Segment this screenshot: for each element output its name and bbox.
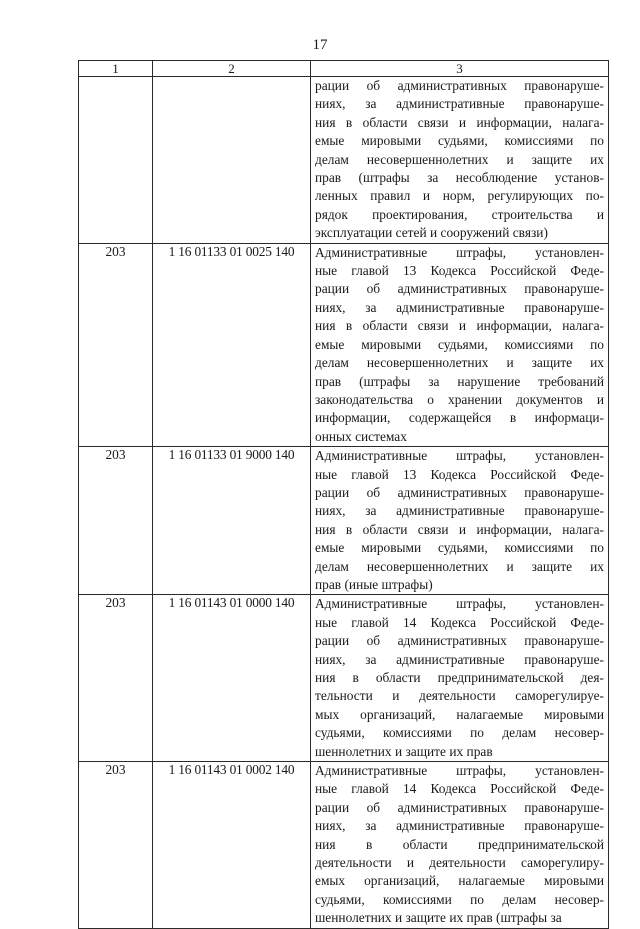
admin-code-cell: 203 [79, 447, 153, 595]
description-line: ния в области связи и информации, налага- [315, 318, 604, 334]
description-line: ленных правил и норм, регулирующих по- [315, 188, 604, 204]
description-line: ниях, за административные правонаруше- [315, 503, 604, 519]
description-cell [311, 595, 609, 762]
budget-code-cell: 1 16 01143 01 0002 140 [153, 762, 311, 929]
description-line: ния в области связи и информации, налага- [315, 114, 604, 130]
budget-code-cell: 1 16 01143 01 0000 140 [153, 595, 311, 762]
description-line: ниях, за административные правонаруше- [315, 299, 604, 315]
admin-code-cell [79, 77, 153, 244]
description-line: рации об административных правонаруше- [315, 799, 604, 815]
description-line: рации об административных правонаруше- [315, 633, 604, 649]
description-line: емые мировыми судьями, комиссиями по [315, 336, 604, 352]
description-line: судьями, комиссиями по делам несовер- [315, 725, 604, 741]
description-cell [311, 762, 609, 929]
description-cell [311, 447, 609, 595]
table-row [79, 243, 609, 446]
table-row [79, 762, 609, 929]
description-line: рядок проектирования, строительства и [315, 206, 604, 222]
description-line: Административные штрафы, установлен- [315, 763, 604, 779]
description-line: ниях, за административные правонаруше- [315, 96, 604, 112]
description-line: прав (штрафы за нарушение требований [315, 373, 604, 389]
description-line: емые мировыми судьями, комиссиями по [315, 540, 604, 556]
description-line: судьями, комиссиями по делам несовер- [315, 891, 604, 907]
header-col-2: 2 [153, 61, 311, 77]
description-line: шеннолетних и защите их прав [315, 743, 493, 759]
description-cell [311, 243, 609, 446]
admin-code-cell: 203 [79, 595, 153, 762]
description-line: прав (штрафы за несоблюдение установ- [315, 170, 604, 186]
description-line: эксплуатации сетей и сооружений связи) [315, 225, 548, 241]
description-line: рации об административных правонаруше- [315, 281, 604, 297]
description-line: рации об административных правонаруше- [315, 484, 604, 500]
description-line: делам несовершеннолетних и защите их [315, 151, 604, 167]
description-line: Административные штрафы, установлен- [315, 448, 604, 464]
description-line: делам несовершеннолетних и защите их [315, 558, 604, 574]
description-line: ниях, за административные правонаруше- [315, 818, 604, 834]
description-line: ниях, за административные правонаруше- [315, 651, 604, 667]
budget-classification-table [78, 60, 609, 929]
description-line: ния в области связи и информации, налага- [315, 521, 604, 537]
admin-code-cell: 203 [79, 243, 153, 446]
description-line: ные главой 13 Кодекса Российской Феде- [315, 466, 604, 482]
description-line: емые мировыми судьями, комиссиями по [315, 133, 604, 149]
budget-code-cell: 1 16 01133 01 9000 140 [153, 447, 311, 595]
header-col-1: 1 [79, 61, 153, 77]
header-col-3: 3 [311, 61, 609, 77]
description-line: тельности и деятельности саморегулируе- [315, 688, 604, 704]
table-row [79, 447, 609, 595]
description-line: ния в области предпринимательской [315, 836, 604, 852]
description-line: ные главой 14 Кодекса Российской Феде- [315, 781, 604, 797]
description-line: ния в области предпринимательской дея- [315, 670, 604, 685]
description-line: делам несовершеннолетних и защите их [315, 355, 604, 371]
description-line: онных системах [315, 428, 407, 444]
description-line: деятельности и деятельности саморегулиру- [315, 855, 604, 871]
description-line: законодательства о хранении документов и [315, 391, 604, 407]
table-header-row [79, 61, 609, 77]
description-line: информации, содержащейся в информаци- [315, 410, 604, 426]
table-row [79, 77, 609, 244]
budget-code-cell: 1 16 01133 01 0025 140 [153, 243, 311, 446]
admin-code-cell: 203 [79, 762, 153, 929]
description-line: шеннолетних и защите их прав (штрафы за [315, 910, 562, 926]
description-line: мых организаций, налагаемые мировыми [315, 706, 604, 722]
description-line: прав (иные штрафы) [315, 576, 433, 592]
description-line: Административные штрафы, установлен- [315, 596, 604, 612]
description-cell [311, 77, 609, 244]
table-row [79, 595, 609, 762]
budget-code-cell [153, 77, 311, 244]
description-line: ные главой 13 Кодекса Российской Феде- [315, 263, 604, 279]
description-line: ные главой 14 Кодекса Российской Феде- [315, 614, 604, 630]
description-line: Административные штрафы, установлен- [315, 244, 604, 260]
description-line: емых организаций, налагаемые мировыми [315, 873, 604, 889]
page-number: 17 [312, 37, 328, 53]
description-line: рации об административных правонаруше- [315, 78, 604, 93]
